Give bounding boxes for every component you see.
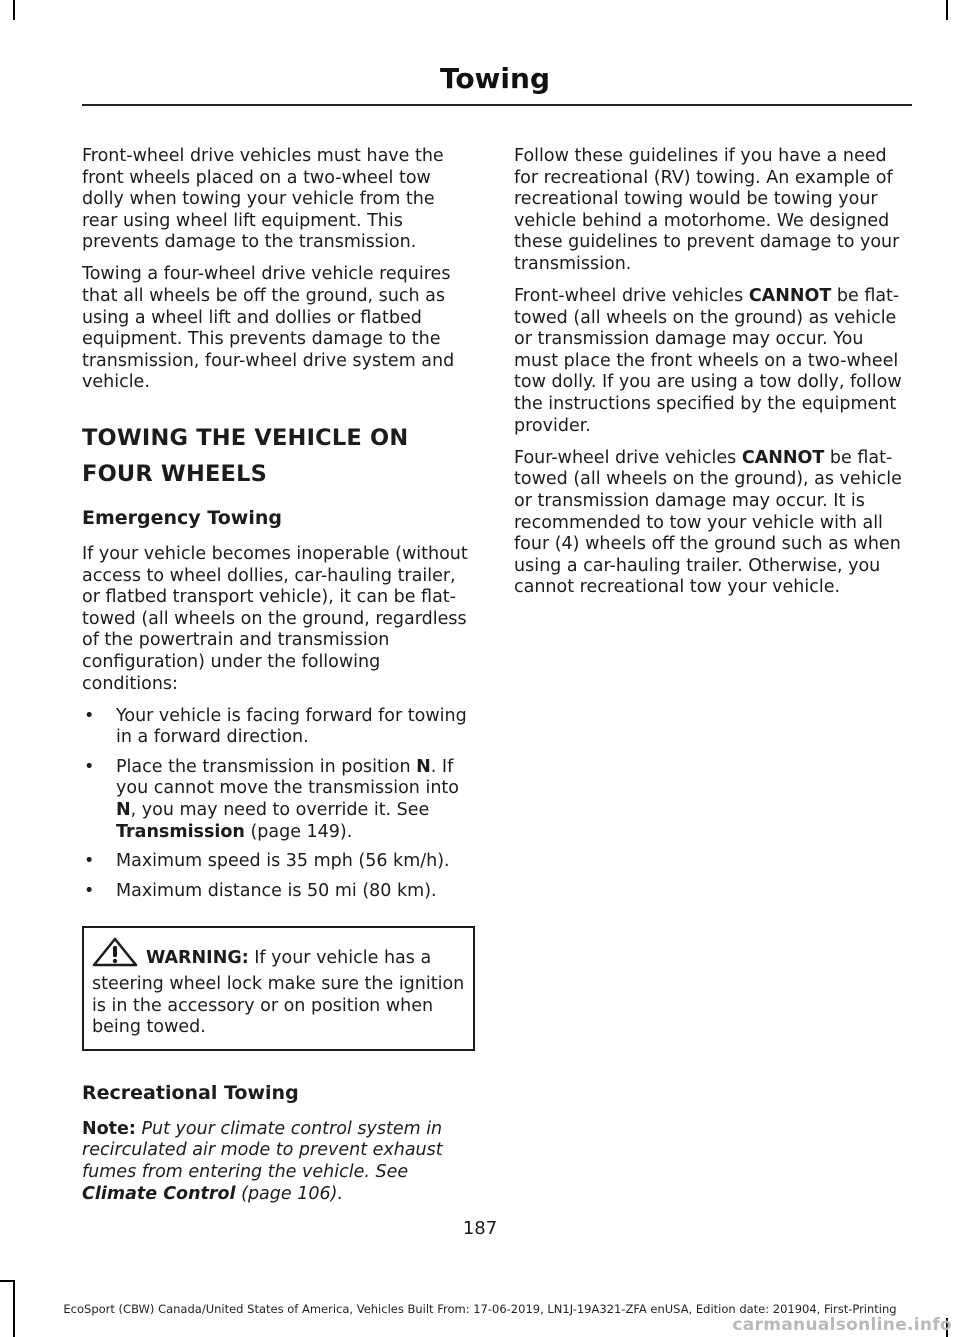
paragraph-text: be flat-towed (all wheels on the ground), as vehicle or transmission damage may occur. It is recommended to tow your vehicle with all four (4) wheels off the ground such as when using a car-hauling trailer. Otherwise, you cannot recreational tow your vehicle. bbox=[514, 447, 902, 598]
list-item-text: , you may need to override it. See bbox=[130, 800, 430, 821]
list-item-text: Maximum speed is 35 mph (56 km/h). bbox=[116, 851, 450, 872]
crop-mark-top-left bbox=[13, 0, 15, 20]
crop-mark-top-right bbox=[946, 0, 948, 20]
list-item bbox=[82, 881, 475, 903]
climate-control-link[interactable]: Climate Control bbox=[82, 1183, 236, 1204]
transmission-link[interactable]: Transmission bbox=[116, 821, 245, 842]
paragraph-text: be flat-towed (all wheels on the ground) as vehicle or transmission damage may occur. You must place the front wheels on a two-wheel tow dolly. If you are using a tow dolly, follow the instructions specified by the equipment provider. bbox=[514, 286, 902, 436]
bullet: • bbox=[84, 756, 95, 777]
paragraph bbox=[514, 448, 910, 599]
list-item-text: Place the transmission in position bbox=[116, 756, 417, 777]
warning-label: WARNING: bbox=[146, 948, 249, 969]
section-heading-line2: FOUR WHEELS bbox=[82, 461, 268, 488]
list-item-text: Your vehicle is facing forward for towing in a forward direction. bbox=[116, 705, 467, 748]
bullet: • bbox=[84, 851, 95, 872]
footer-edition-info: EcoSport (CBW) Canada/United States of America, Vehicles Built From: 17-06-2019, LN1J-19A321-ZFA enUSA, Edition date: 201904, First-Printing bbox=[63, 1302, 897, 1316]
subheading-recreational-towing: Recreational Towing bbox=[82, 1081, 299, 1104]
emphasis-cannot: CANNOT bbox=[741, 447, 825, 468]
warning-box bbox=[82, 926, 475, 1050]
section-heading-line1: TOWING THE VEHICLE ON bbox=[82, 425, 409, 452]
note-paragraph bbox=[82, 1119, 475, 1205]
watermark: carmanualsonline.info bbox=[732, 1315, 952, 1335]
list-item bbox=[82, 851, 475, 873]
left-column bbox=[82, 146, 475, 1216]
conditions-list bbox=[82, 706, 475, 903]
paragraph: If your vehicle becomes inoperable (without access to wheel dollies, car-hauling trailer, or flatbed transport vehicle), it can be flat-towed (all wheels on the ground, regardless of the powertrain and transmission configuration) under the following conditions: bbox=[82, 544, 468, 694]
list-item bbox=[82, 706, 475, 749]
warning-triangle-icon bbox=[92, 937, 138, 974]
emphasis-cannot: CANNOT bbox=[748, 286, 832, 307]
section-heading bbox=[82, 420, 475, 492]
page-reference: (page 149). bbox=[244, 821, 353, 842]
paragraph: Follow these guidelines if you have a need for recreational (RV) towing. An example of recreational towing would be towing your vehicle behind a motorhome. We designed these guidelines to prevent damage to your transmission. bbox=[514, 146, 900, 274]
paragraph-text: Four-wheel drive vehicles bbox=[514, 447, 742, 468]
paragraph: Towing a four-wheel drive vehicle requires that all wheels be off the ground, such as using a wheel lift and dollies or flatbed equipment. This prevents damage to the transmission, four-wheel drive system and vehicle. bbox=[82, 264, 455, 393]
crop-mark-bottom-left-h bbox=[0, 1280, 14, 1282]
paragraph-text: Front-wheel drive vehicles bbox=[514, 286, 749, 307]
header-divider bbox=[82, 104, 912, 106]
warning-text: If your vehicle has a steering wheel lock make sure the ignition is in the accessory or on position when being towed. bbox=[92, 948, 465, 1038]
page-title: Towing bbox=[439, 62, 550, 95]
paragraph: Front-wheel drive vehicles must have the front wheels placed on a two-wheel tow dolly when towing your vehicle from the rear using wheel lift equipment. This prevents damage to the transmission. bbox=[82, 146, 444, 253]
list-item-text: Maximum distance is 50 mi (80 km). bbox=[116, 880, 437, 901]
paragraph bbox=[514, 286, 910, 437]
list-item-text: . If you cannot move the transmission into bbox=[116, 756, 459, 799]
gear-n: N bbox=[116, 800, 131, 821]
right-column bbox=[514, 146, 910, 609]
bullet: • bbox=[84, 880, 95, 901]
subheading-emergency-towing: Emergency Towing bbox=[82, 507, 282, 530]
gear-n: N bbox=[416, 756, 431, 777]
note-label: Note: bbox=[82, 1118, 136, 1139]
note-text: Put your climate control system in recirculated air mode to prevent exhaust fumes from entering the vehicle. See bbox=[82, 1118, 443, 1182]
page-reference: (page 106). bbox=[235, 1183, 344, 1204]
bullet: • bbox=[84, 705, 95, 726]
page-number: 187 bbox=[462, 1218, 498, 1239]
list-item bbox=[82, 757, 475, 843]
